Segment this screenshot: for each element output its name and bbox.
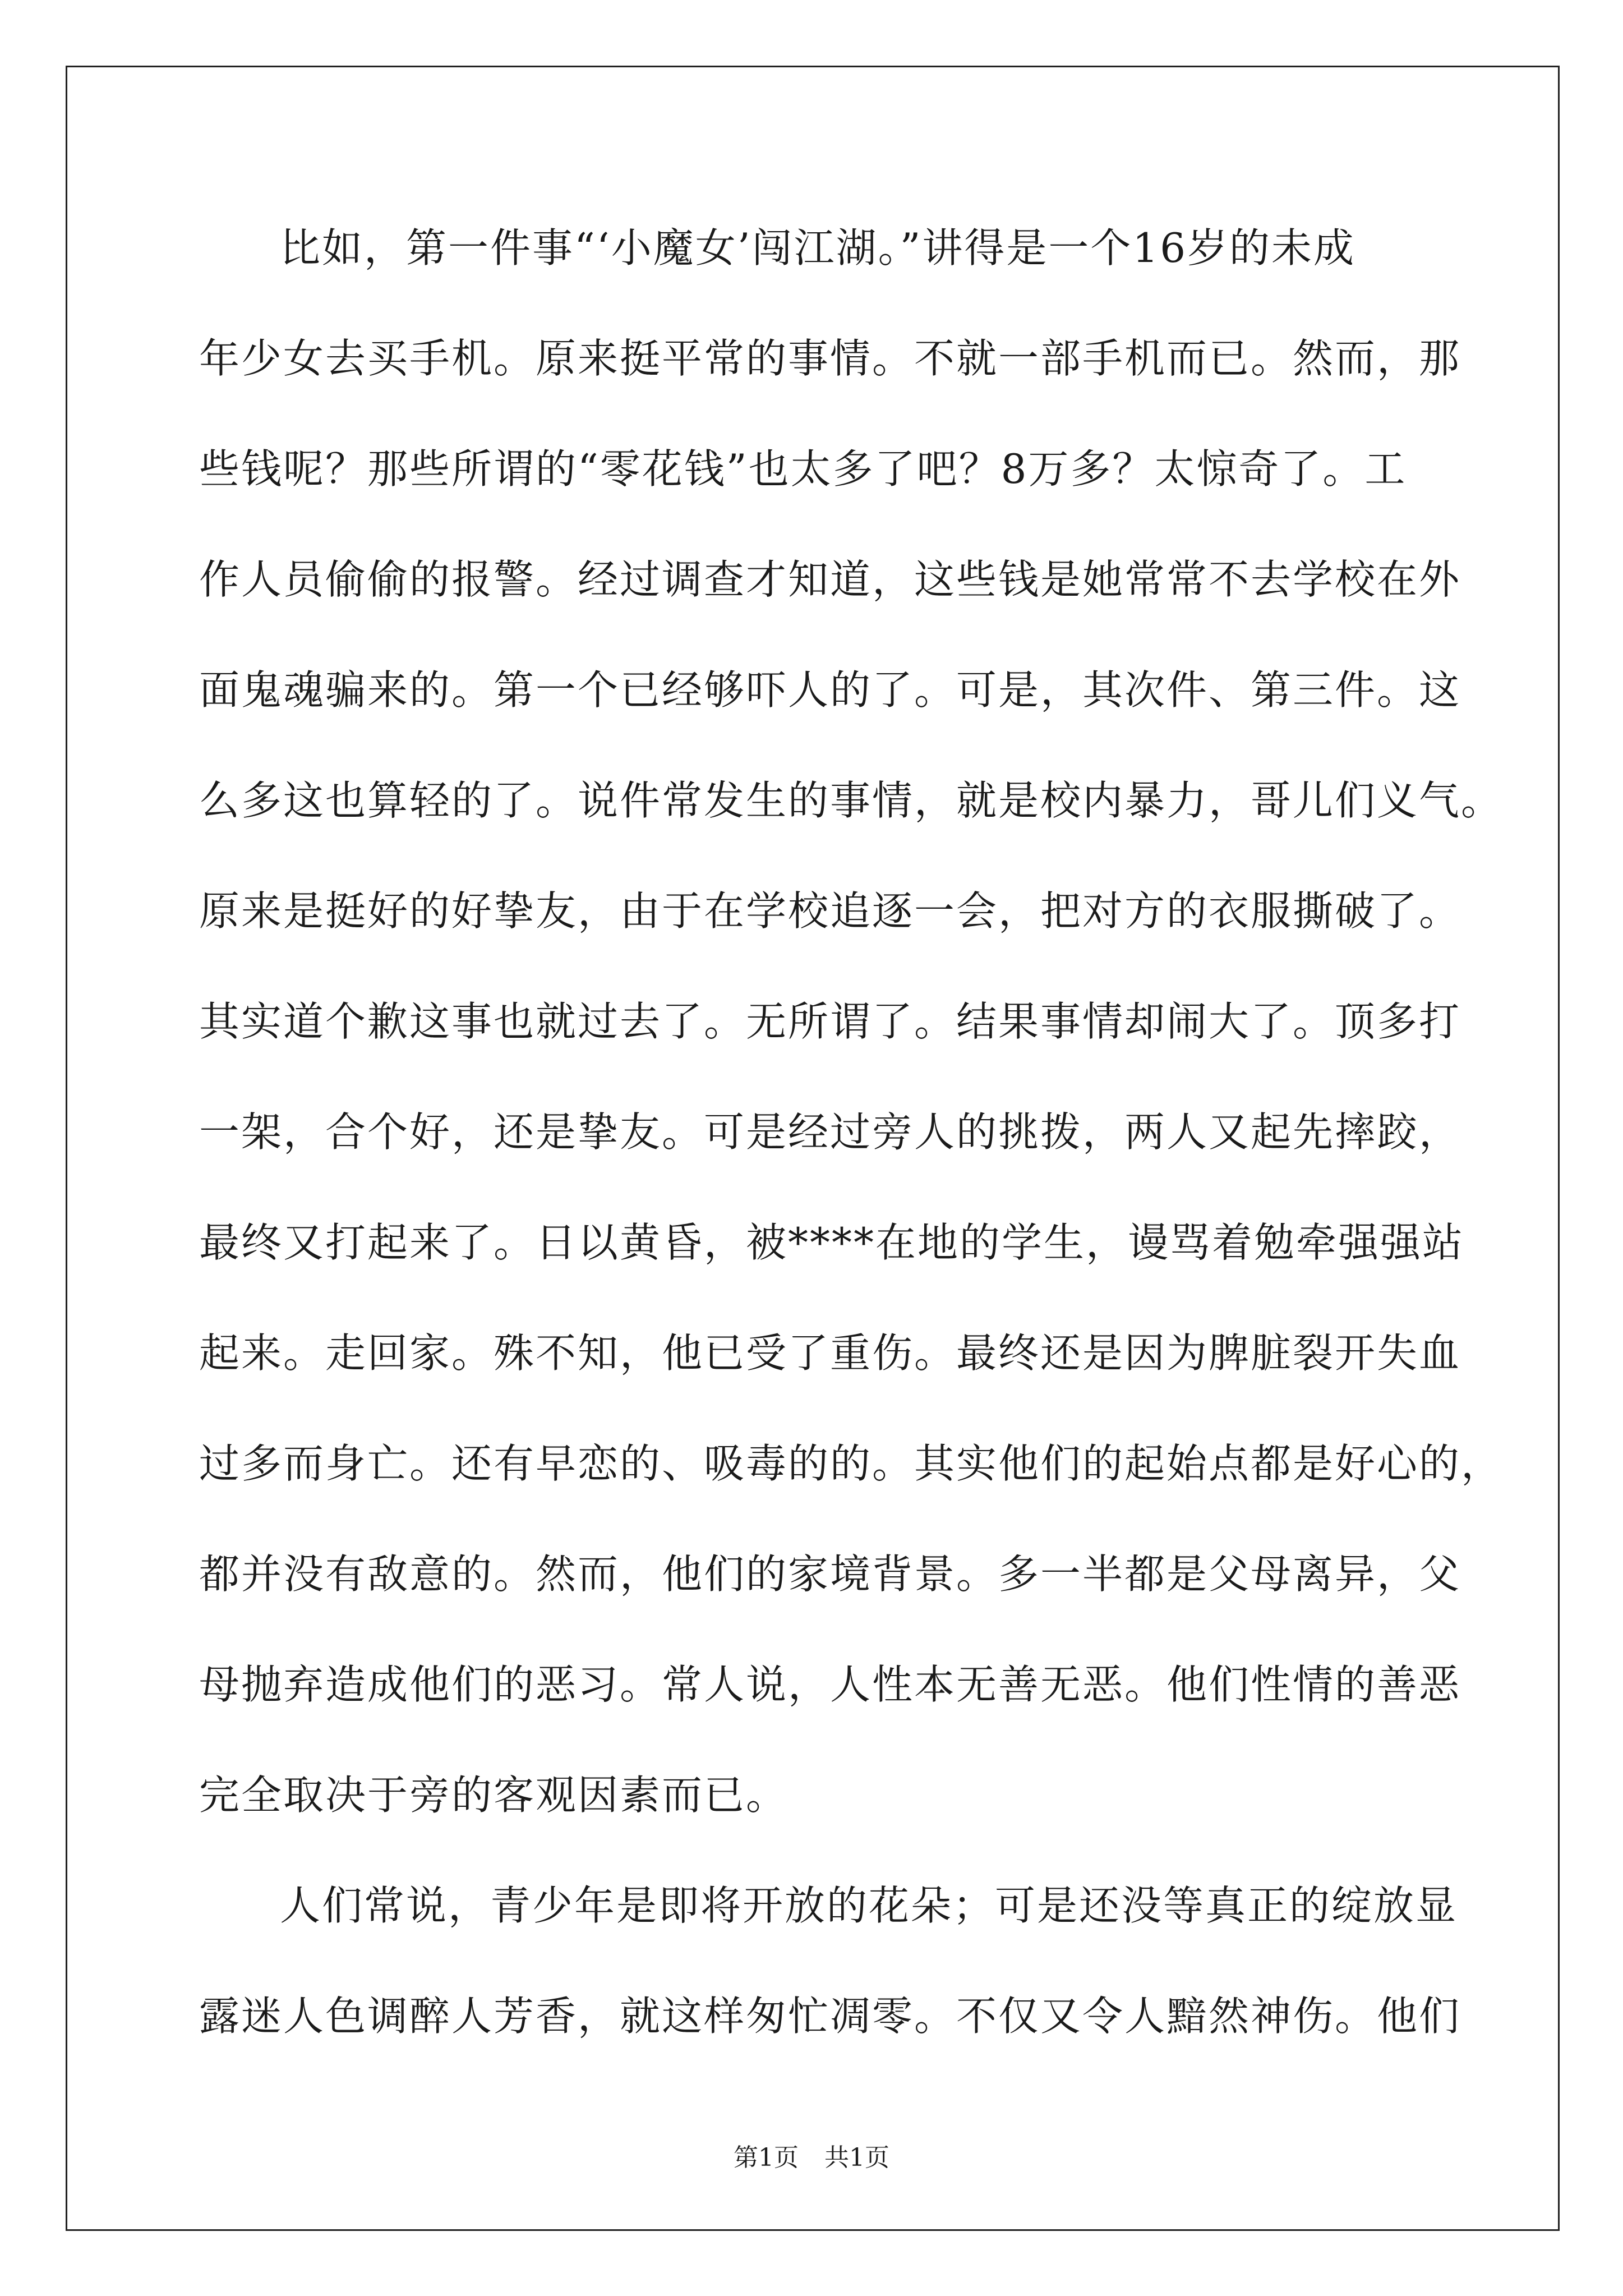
text-line: 过多而身亡。还有早恋的、吸毒的的。其实他们的起始点都是好心的， [199,1440,1504,1487]
text-line: 么多这也算轻的了。说件常发生的事情，就是校内暴力，哥儿们义气。 [199,777,1504,824]
text-line: 比如，第一件事“‘小魔女’闯江湖。”讲得是一个16岁的未成 [280,224,1356,272]
text-line: 人们常说，青少年是即将开放的花朵；可是还没等真正的绽放显 [280,1882,1458,1929]
text-line: 原来是挺好的好挚友，由于在学校追逐一会，把对方的衣服撕破了。 [199,887,1461,935]
text-line: 面鬼魂骗来的。第一个已经够吓人的了。可是，其次件、第三件。这 [199,666,1461,714]
text-line: 其实道个歉这事也就过去了。无所谓了。结果事情却闹大了。顶多打 [199,998,1461,1045]
text-line: 年少女去买手机。原来挺平常的事情。不就一部手机而已。然而，那 [199,335,1461,382]
page-number-current: 第1页 [734,2143,799,2172]
text-line: 都并没有敌意的。然而，他们的家境背景。多一半都是父母离异，父 [199,1550,1461,1598]
text-line: 作人员偷偷的报警。经过调查才知道，这些钱是她常常不去学校在外 [199,556,1461,603]
page-footer [0,2141,1623,2175]
text-line: 最终又打起来了。日以黄昏，被****在地的学生，谩骂着勉牵强强站 [199,1219,1465,1266]
text-line: 露迷人色调醉人芳香，就这样匆忙凋零。不仅又令人黯然神伤。他们 [199,1993,1461,2040]
text-line: 起来。走回家。殊不知，他已受了重伤。最终还是因为脾脏裂开失血 [199,1329,1461,1377]
text-line: 母抛弃造成他们的恶习。常人说，人性本无善无恶。他们性情的善恶 [199,1661,1461,1708]
document-body [199,219,1504,2097]
page-number-total: 共1页 [824,2143,889,2172]
text-line: 完全取决于旁的客观因素而已。 [199,1772,789,1819]
text-line: 一架，合个好，还是挚友。可是经过旁人的挑拨，两人又起先摔跤， [199,1108,1461,1156]
text-line: 些钱呢？那些所谓的“零花钱”也太多了吧？8万多？太惊奇了。工 [199,445,1407,493]
